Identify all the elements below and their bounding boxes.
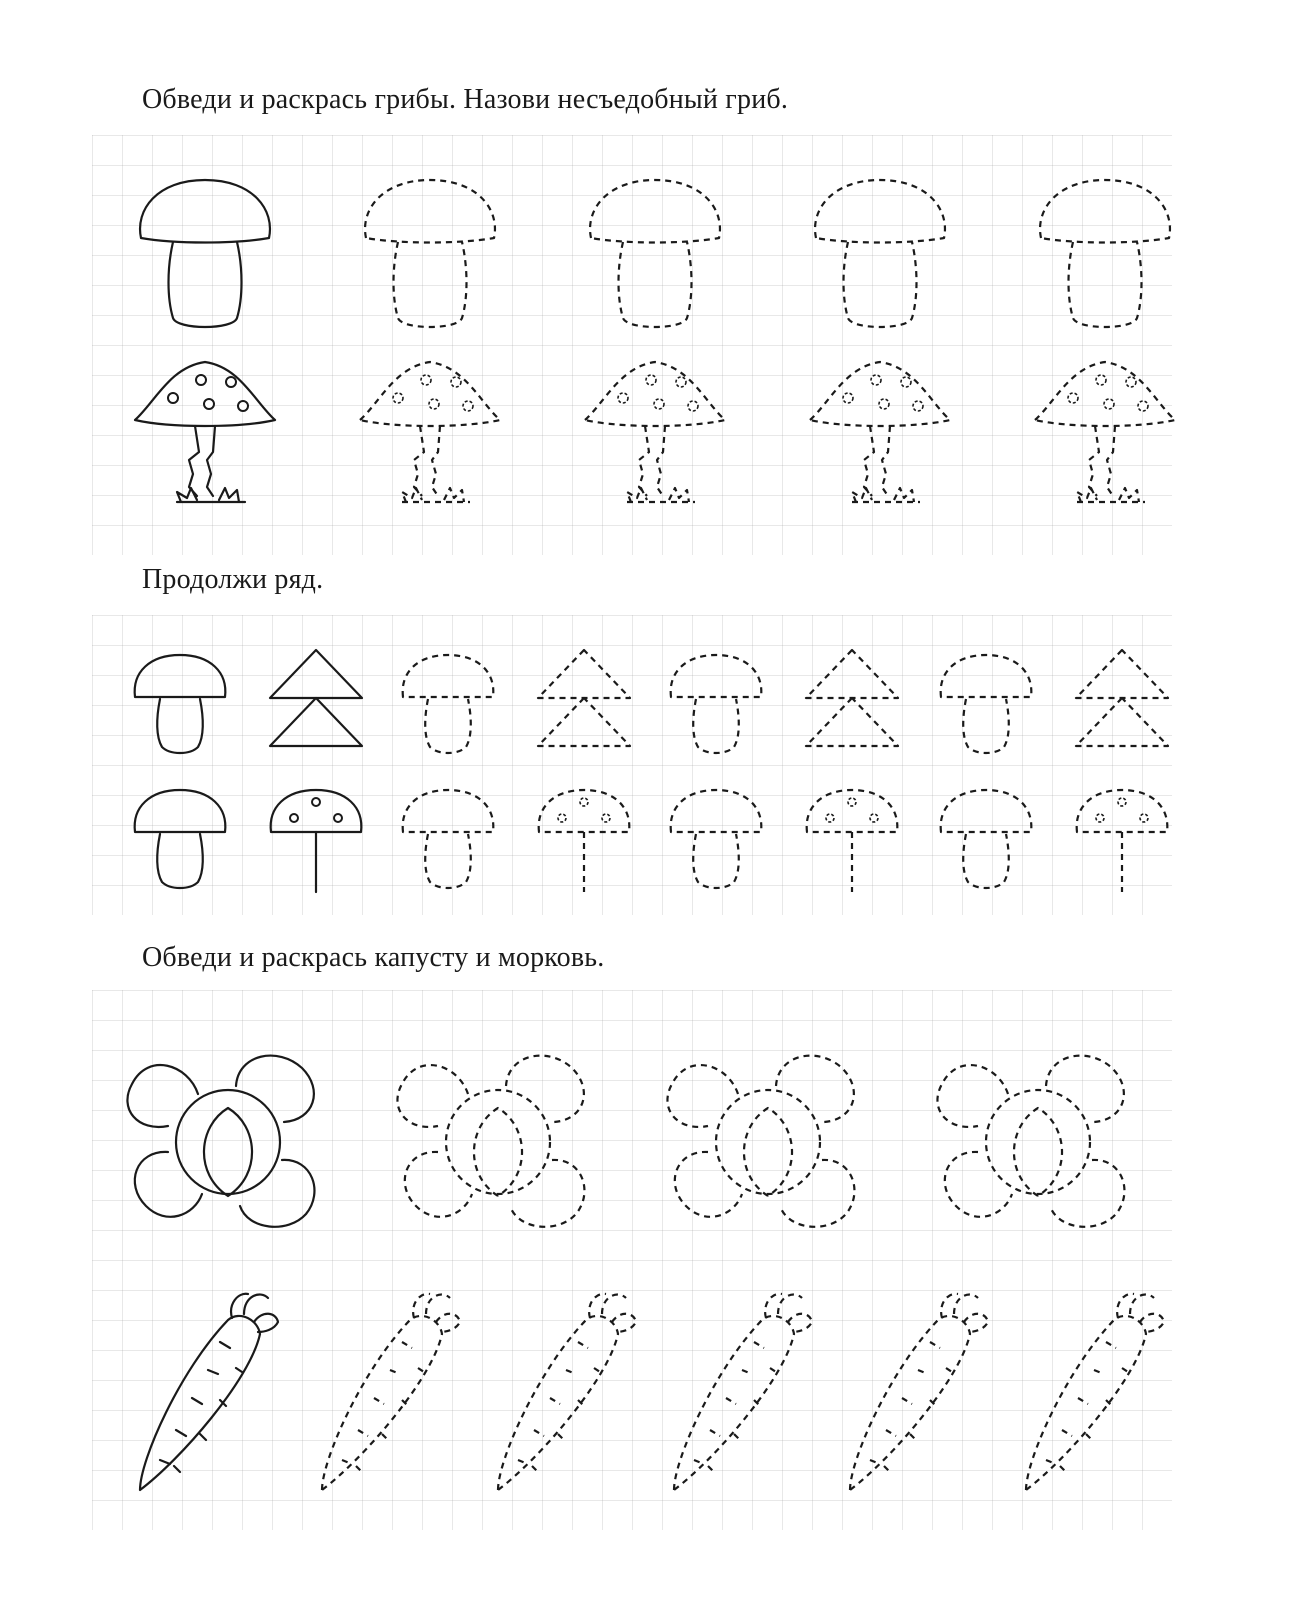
porcini-mushroom-tracing	[1040, 180, 1170, 327]
small-mushroom-tracing	[403, 790, 494, 888]
carrot-icon	[140, 1294, 278, 1490]
porcini-mushroom-tracing	[365, 180, 495, 327]
fly-agaric-mushroom-icon	[135, 362, 275, 502]
series-instruction: Продолжи ряд.	[142, 564, 324, 595]
small-mushroom-tracing	[671, 655, 762, 753]
small-mushroom-tracing	[941, 655, 1032, 753]
small-mushroom-tracing	[671, 790, 762, 888]
fly-agaric-tracing	[360, 362, 500, 502]
small-fly-agaric-icon	[271, 790, 362, 892]
small-mushroom-icon	[135, 655, 226, 753]
fir-tree-tracing	[538, 650, 630, 746]
fir-tree-tracing	[1076, 650, 1168, 746]
small-mushroom-tracing	[941, 790, 1032, 888]
porcini-mushroom-tracing	[590, 180, 720, 327]
porcini-mushroom-tracing	[815, 180, 945, 327]
fly-agaric-tracing	[1035, 362, 1175, 502]
carrot-tracing	[850, 1294, 988, 1490]
small-mushroom-icon	[135, 790, 226, 888]
small-fly-agaric-tracing	[807, 790, 898, 892]
carrot-tracing	[674, 1294, 812, 1490]
fly-agaric-tracing	[585, 362, 725, 502]
cabbage-tracing	[667, 1056, 854, 1227]
small-mushroom-tracing	[403, 655, 494, 753]
small-fly-agaric-tracing	[539, 790, 630, 892]
carrot-tracing	[498, 1294, 636, 1490]
fir-tree-tracing	[806, 650, 898, 746]
cabbage-tracing	[397, 1056, 584, 1227]
porcini-mushroom-icon	[140, 180, 270, 327]
small-fly-agaric-tracing	[1077, 790, 1168, 892]
vegetables-instruction: Обведи и раскрась капусту и морковь.	[142, 942, 605, 973]
mushrooms-instruction: Обведи и раскрась грибы. Назови несъедобный гриб.	[142, 84, 789, 115]
carrot-tracing	[1026, 1294, 1164, 1490]
carrot-tracing	[322, 1294, 460, 1490]
cabbage-icon	[127, 1056, 314, 1227]
fir-tree-icon	[270, 650, 362, 746]
fly-agaric-tracing	[810, 362, 950, 502]
cabbage-tracing	[937, 1056, 1124, 1227]
